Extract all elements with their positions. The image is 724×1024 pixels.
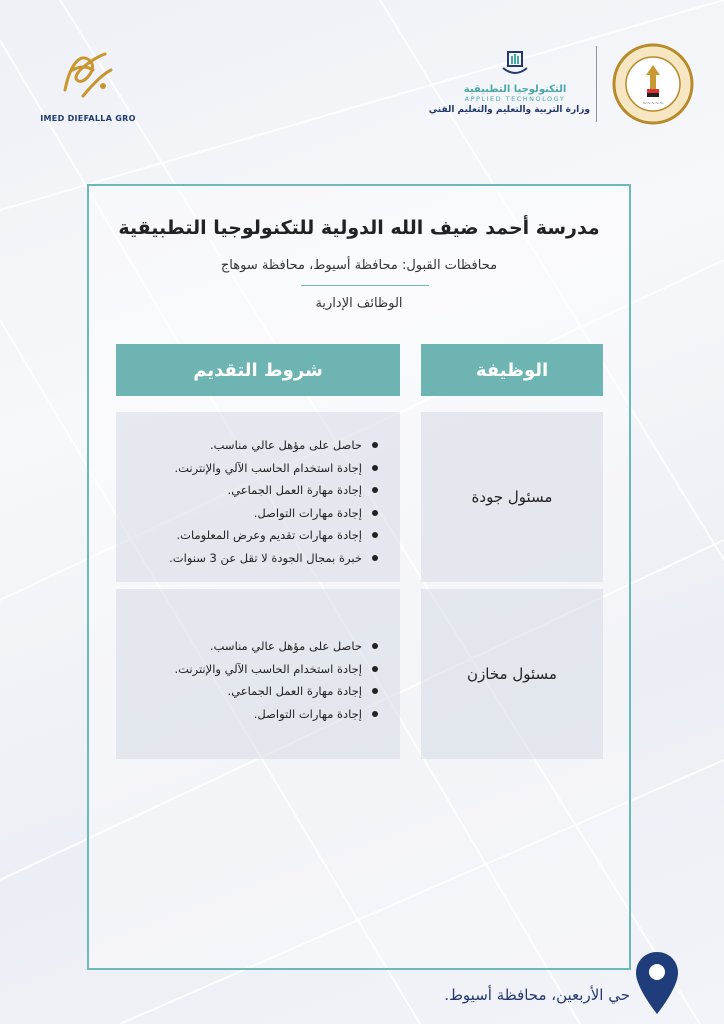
- job-cell-warehouse: مسئول مخازن: [421, 589, 603, 759]
- requirement-item: إجادة استخدام الحاسب الآلي والإنترنت.: [169, 457, 378, 480]
- requirements-list: [169, 434, 400, 569]
- requirement-item: إجادة استخدام الحاسب الآلي والإنترنت.: [174, 658, 378, 681]
- title-divider: [301, 285, 429, 286]
- requirement-item: حاصل على مؤهل عالي مناسب.: [169, 434, 378, 457]
- building-icon: [500, 48, 530, 82]
- brand-logo: [40, 40, 136, 123]
- requirement-item: إجادة مهارة العمل الجماعي.: [169, 479, 378, 502]
- header-requirements: شروط التقديم: [116, 344, 400, 396]
- admission-governorates: محافظات القبول: محافظة أسيوط، محافظة سوهاج: [220, 258, 498, 273]
- header-job: الوظيفة: [421, 344, 603, 396]
- applied-tech-english: APPLIED TECHNOLOGY: [464, 95, 566, 103]
- job-cell-quality: مسئول جودة: [421, 412, 603, 582]
- applied-technology-logo: [428, 48, 590, 115]
- requirement-item: إجادة مهارة العمل الجماعي.: [174, 680, 378, 703]
- job-card: [87, 184, 631, 970]
- brand-caption: IMED DIEFALLA GRO: [40, 114, 136, 123]
- requirement-item: حاصل على مؤهل عالي مناسب.: [174, 635, 378, 658]
- requirement-item: إجادة مهارات التواصل.: [169, 502, 378, 525]
- requirement-item: إجادة مهارات التواصل.: [174, 703, 378, 726]
- header-divider: [596, 46, 597, 122]
- school-name: مدرسة أحمد ضيف الله الدولية للتكنولوجيا التطبيقية: [118, 217, 600, 239]
- svg-text:~~~~~: ~~~~~: [642, 101, 664, 107]
- location-pin-icon: [634, 950, 680, 1016]
- address-text: حي الأربعين، محافظة أسيوط.: [444, 986, 630, 1004]
- department-title: الوظائف الإدارية: [315, 296, 403, 311]
- applied-tech-arabic: التكنولوجيا التطبيقية: [463, 84, 567, 95]
- requirement-item: خبرة بمجال الجودة لا تقل عن 3 سنوات.: [169, 547, 378, 570]
- requirement-item: إجادة مهارات تقديم وعرض المعلومات.: [169, 524, 378, 547]
- requirements-list: [174, 635, 400, 725]
- ministry-name: وزارة التربية والتعليم والتعليم الفني: [428, 105, 590, 115]
- requirements-cell-warehouse: [116, 589, 400, 759]
- brand-calligraphy-mark: [53, 40, 123, 110]
- ministry-seal-icon: [612, 43, 694, 125]
- requirements-cell-quality: [116, 412, 400, 582]
